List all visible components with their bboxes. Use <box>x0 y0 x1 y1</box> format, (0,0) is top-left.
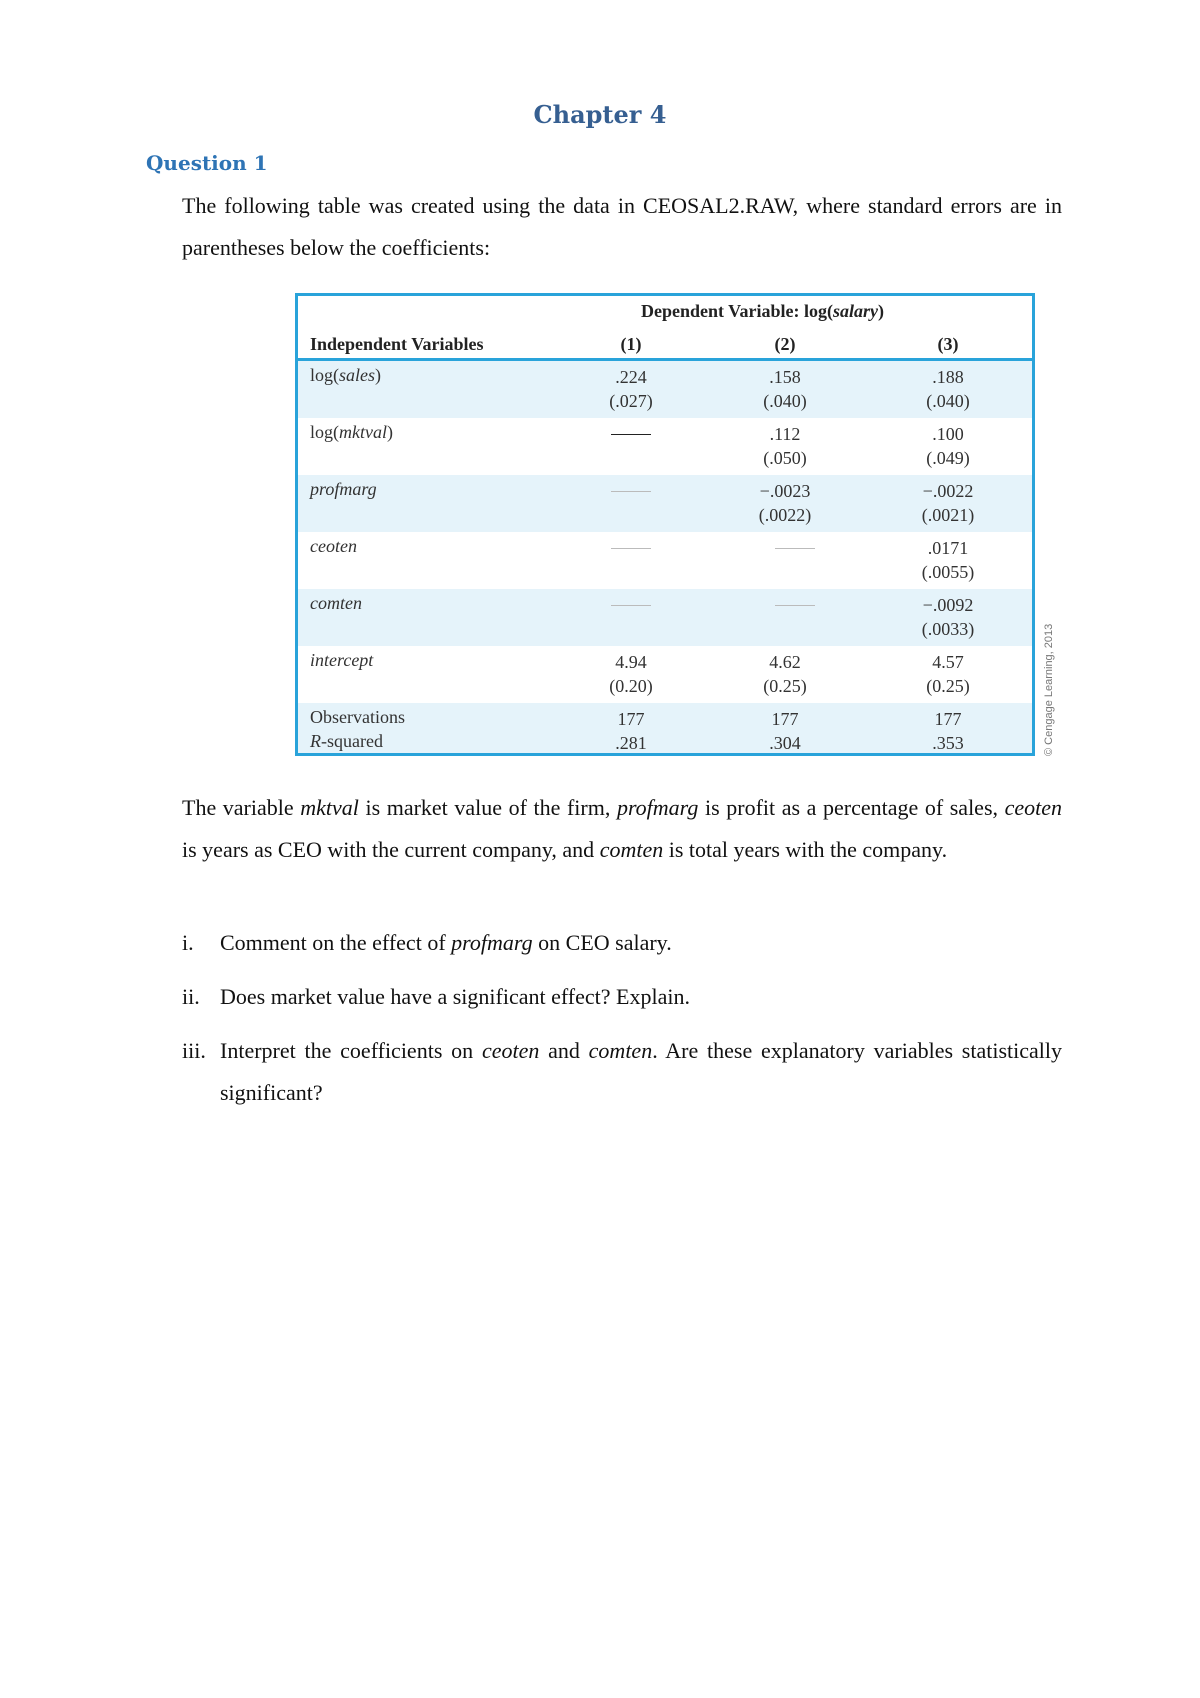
coefficient-cell: .0171 (.0055) <box>921 538 975 582</box>
table-row <box>298 418 1032 475</box>
stats-cell: 177 .304 <box>769 709 801 753</box>
table-row <box>298 703 1032 753</box>
coefficient-cell: .188 (.040) <box>926 367 970 411</box>
variable-name: log(sales) <box>310 365 381 385</box>
column-2-header: (2) <box>774 334 796 354</box>
coefficient-cell: −.0092 (.0033) <box>921 595 975 639</box>
variable-name: ceoten <box>310 536 357 556</box>
table-row <box>298 532 1032 589</box>
item-text: Comment on the effect of profmarg on CEO salary. <box>220 930 672 955</box>
question-heading: Question 1 <box>146 151 268 175</box>
table-row <box>298 475 1032 532</box>
dependent-variable-header: Dependent Variable: log(salary) <box>640 301 884 321</box>
empty-cell-dash <box>611 491 651 492</box>
column-header-row <box>298 330 1032 361</box>
intro-paragraph: The following table was created using the data in CEOSAL2.RAW, where standard errors are in parentheses below the coefficients: <box>182 193 1062 260</box>
regression-table <box>295 293 1035 756</box>
coefficient-cell: .112 (.050) <box>763 424 807 468</box>
empty-cell-dash <box>775 605 815 606</box>
chapter-title: Chapter 4 <box>533 100 667 129</box>
variable-name: intercept <box>310 650 374 670</box>
table-row <box>298 646 1032 703</box>
variable-name: comten <box>310 593 362 613</box>
item-number: i. <box>182 930 194 955</box>
copyright-credit: © Cengage Learning, 2013 <box>1043 623 1055 756</box>
column-3-header: (3) <box>937 334 959 354</box>
coefficient-cell: .224 (.027) <box>609 367 653 411</box>
empty-cell-dash <box>611 605 651 606</box>
coefficient-cell: −.0022 (.0021) <box>921 481 975 525</box>
coefficient-cell: 4.62 (0.25) <box>763 652 807 696</box>
coefficient-cell: .100 (.049) <box>926 424 970 468</box>
item-text: Interpret the coefficients on ceoten and comten. Are these explanatory variables statistically significant? <box>220 1038 1063 1105</box>
item-number: iii. <box>182 1038 206 1063</box>
empty-cell-dash <box>611 548 651 549</box>
item-number: ii. <box>182 984 200 1009</box>
observations-label: Observations <box>310 707 405 727</box>
stats-cell: 177 .281 <box>615 709 647 753</box>
table-row <box>298 361 1032 418</box>
description-paragraph: The variable mktval is market value of the firm, profmarg is profit as a percentage of sales, ceoten is years as CEO with the current company, and comten is total years with the company. <box>182 795 1062 862</box>
empty-cell-dash <box>775 548 815 549</box>
coefficient-cell: 4.57 (0.25) <box>926 652 970 696</box>
r-squared-label: R-squared <box>310 731 383 751</box>
coefficient-cell: −.0023 (.0022) <box>758 481 812 525</box>
coefficient-cell: .158 (.040) <box>763 367 807 411</box>
column-1-header: (1) <box>620 334 642 354</box>
variable-name: log(mktval) <box>310 422 393 442</box>
variable-name: profmarg <box>310 479 377 499</box>
stats-cell: 177 .353 <box>932 709 964 753</box>
independent-variables-header: Independent Variables <box>310 334 484 354</box>
item-text: Does market value have a significant effect? Explain. <box>220 984 690 1009</box>
table-row <box>298 589 1032 646</box>
empty-cell-dash <box>611 434 651 435</box>
coefficient-cell: 4.94 (0.20) <box>609 652 653 696</box>
